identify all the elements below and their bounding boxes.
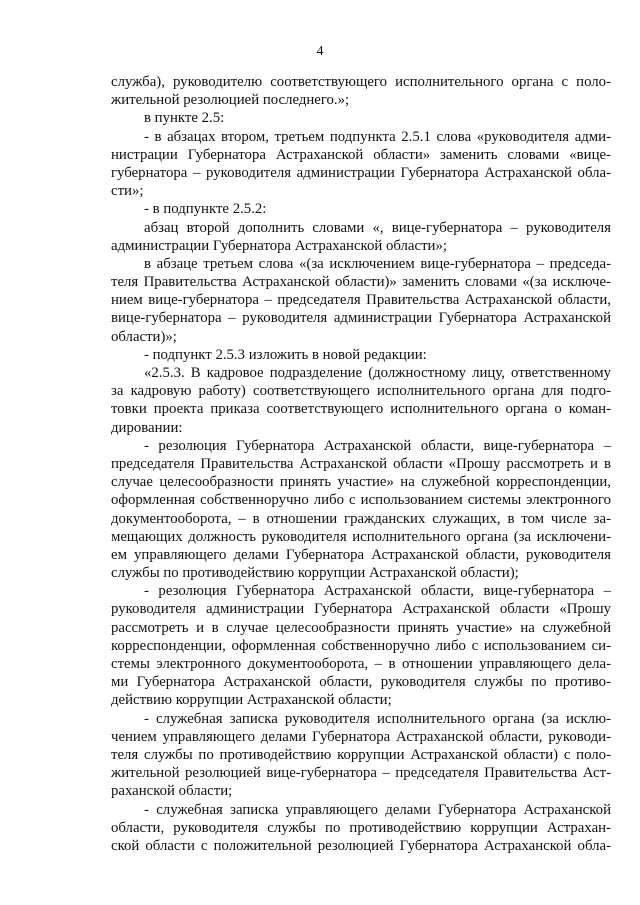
text-line: нием вице-губернатора – председателя Правительства Астраханской области, xyxy=(111,292,611,309)
text-line: теля Правительства Астраханской области)» заменить словами «(за исключе- xyxy=(111,274,611,291)
text-line: губернатора – руководителя администрации Губернатора Астраханской обла- xyxy=(111,164,611,181)
document-body xyxy=(111,73,611,855)
text-line: действию коррупции Астраханской области; xyxy=(111,692,392,709)
text-line: товки проекта приказа соответствующего исполнительного органа о коман- xyxy=(111,401,611,418)
text-line: - в подпункте 2.5.2: xyxy=(144,201,267,218)
text-line: ем управляющего делами Губернатора Астраханской области, руководителя xyxy=(111,546,611,563)
text-line: вице-губернатора – руководителя администрации Губернатора Астраханской xyxy=(111,310,611,327)
text-line: дировании: xyxy=(111,419,183,436)
text-line: нистрации Губернатора Астраханской области» заменить словами «вице- xyxy=(111,146,611,163)
text-line: случае целесообразности принять участие» на служебной корреспонденции, xyxy=(111,474,611,491)
text-line: мещающих должность руководителя исполнительного органа (за исключени- xyxy=(111,528,611,545)
text-line: чением управляющего делами Губернатора Астраханской области, руководи- xyxy=(111,728,611,745)
text-line: ской области с положительной резолюцией Губернатора Астраханской обла- xyxy=(111,837,611,854)
text-line: жительной резолюцией последнего.»; xyxy=(111,92,350,109)
text-line: раханской области; xyxy=(111,783,233,800)
text-line: - резолюция Губернатора Астраханской области, вице-губернатора – xyxy=(144,583,611,600)
text-line: области)»; xyxy=(111,328,177,345)
text-line: в пункте 2.5: xyxy=(144,110,225,127)
text-line: - служебная записка руководителя исполнительного органа (за исклю- xyxy=(144,710,611,727)
text-line: области, руководителя службы по противодействию коррупции Астрахан- xyxy=(111,819,611,836)
text-line: руководителя администрации Губернатора Астраханской области «Прошу xyxy=(111,601,611,618)
text-line: служба), руководителю соответствующего исполнительного органа с поло- xyxy=(111,74,611,90)
text-line: абзац второй дополнить словами «, вице-губернатора – руководителя xyxy=(144,219,611,236)
text-line: в абзаце третьем слова «(за исключением вице-губернатора – председа- xyxy=(144,255,611,272)
text-line: рассмотреть и в случае целесообразности принять участие» на служебной xyxy=(111,619,611,636)
text-line: службы по противодействию коррупции Астраханской области); xyxy=(111,565,519,582)
text-line: - подпункт 2.5.3 изложить в новой редакции: xyxy=(144,346,427,363)
text-line: администрации Губернатора Астраханской области»; xyxy=(111,237,447,254)
text-line: «2.5.3. В кадровое подразделение (должностному лицу, ответственному xyxy=(144,365,611,381)
text-line: стемы электронного документооборота, – в отношении управляющего дела- xyxy=(111,656,611,672)
text-line: за кадровую работу) соответствующего исполнительного органа для подго- xyxy=(111,383,611,400)
text-line: - резолюция Губернатора Астраханской области, вице-губернатора – xyxy=(144,437,611,454)
text-line: документооборота, – в отношении гражданских служащих, в том числе за- xyxy=(111,510,611,527)
text-line: теля службы по противодействию коррупции Астраханской области) с поло- xyxy=(111,746,611,763)
page-number: 4 xyxy=(316,44,324,59)
text-line: ми Губернатора Астраханской области, руководителя службы по противо- xyxy=(111,674,611,691)
text-line: председателя Правительства Астраханской области «Прошу рассмотреть и в xyxy=(111,455,611,472)
text-line: - в абзацах втором, третьем подпункта 2.5.1 слова «руководителя адми- xyxy=(144,128,611,145)
text-line: жительной резолюцией вице-губернатора – председателя Правительства Аст- xyxy=(111,765,611,782)
text-line: - служебная записка управляющего делами Губернатора Астраханской xyxy=(144,801,611,818)
text-line: оформленная собственноручно либо с использованием системы электронного xyxy=(111,492,611,509)
text-line: сти»; xyxy=(111,183,144,200)
text-line: корреспонденции, оформленная собственноручно либо с использованием си- xyxy=(111,637,611,654)
